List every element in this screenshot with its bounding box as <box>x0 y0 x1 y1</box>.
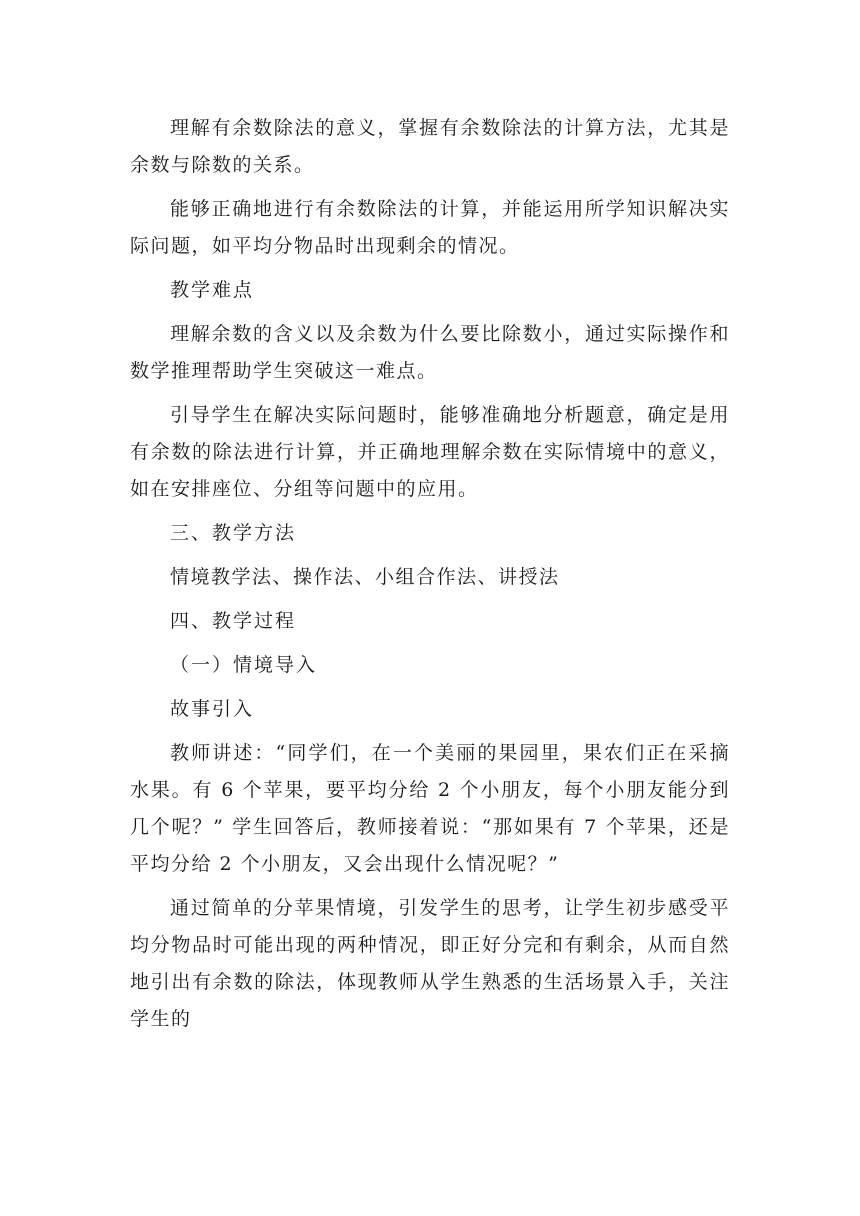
paragraph-teacher-story: 教师讲述：“同学们，在一个美丽的果园里，果农们正在采摘水果。有 6 个苹果，要平均分给 2 个小朋友，每个小朋友能分到几个呢？” 学生回答后，教师接着说：“那如果有 7 个苹果，还是平均分给 2 个小朋友，又会出现什么情况呢？” <box>130 742 730 875</box>
paragraph-methods-list: 情境教学法、操作法、小组合作法、讲授法 <box>170 566 560 588</box>
heading-scenario-intro: （一）情境导入 <box>170 654 318 676</box>
heading-story-intro: 故事引入 <box>170 698 255 720</box>
paragraph-division-meaning: 理解有余数除法的意义，掌握有余数除法的计算方法，尤其是余数与除数的关系。 <box>130 117 730 176</box>
heading-teaching-difficulty: 教学难点 <box>170 279 255 301</box>
heading-teaching-methods: 三、教学方法 <box>170 522 297 544</box>
paragraph-division-application: 能够正确地进行有余数除法的计算，并能运用所学知识解决实际问题，如平均分物品时出现剩余的情况。 <box>130 198 730 257</box>
paragraph-problem-solving: 引导学生在解决实际问题时，能够准确地分析题意，确定是用有余数的除法进行计算，并正确地理解余数在实际情境中的意义，如在安排座位、分组等问题中的应用。 <box>130 404 730 500</box>
paragraph-remainder-meaning: 理解余数的含义以及余数为什么要比除数小，通过实际操作和数学推理帮助学生突破这一难点。 <box>130 323 730 382</box>
paragraph-scenario-purpose: 通过简单的分苹果情境，引发学生的思考，让学生初步感受平均分物品时可能出现的两种情况，即正好分完和有剩余，从而自然地引出有余数的除法，体现教师从学生熟悉的生活场景入手，关注学生的 <box>130 897 730 1030</box>
document-body <box>130 110 730 1045</box>
heading-teaching-process: 四、教学过程 <box>170 610 297 632</box>
